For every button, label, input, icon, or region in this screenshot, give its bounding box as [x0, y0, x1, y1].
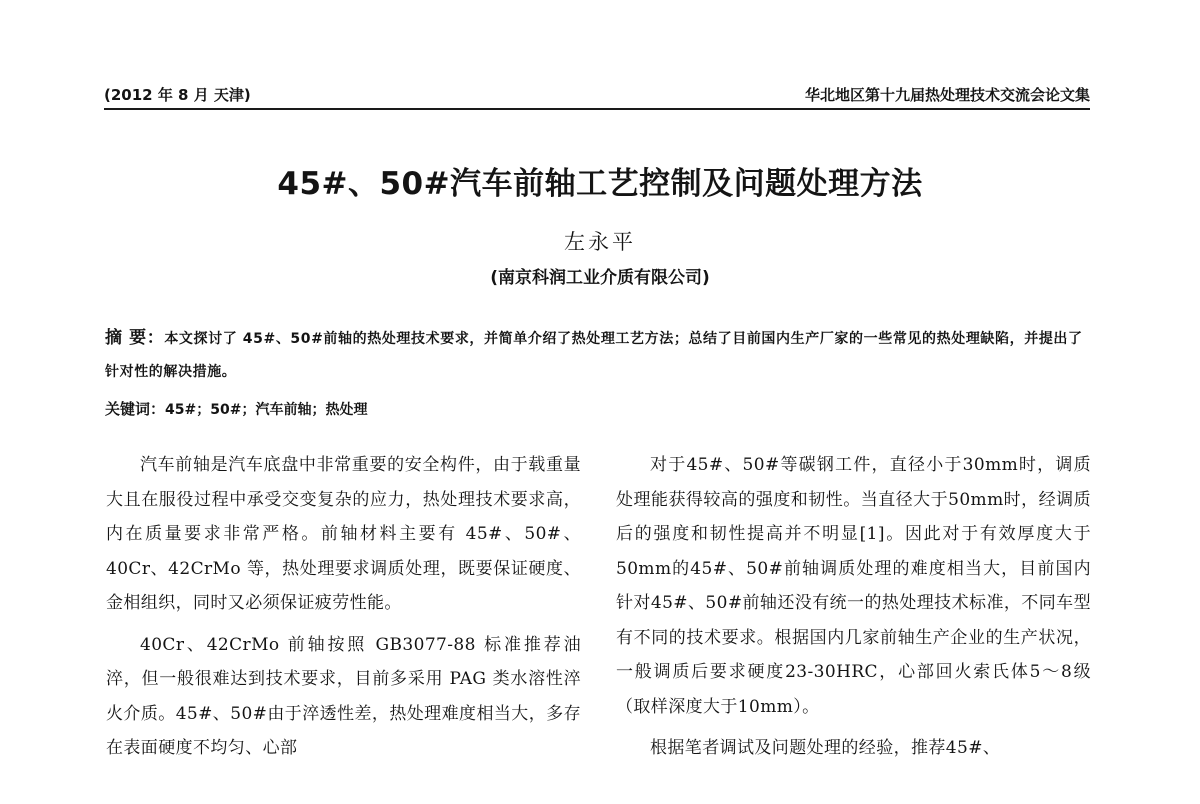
paper-title: 45#、50#汽车前轴工艺控制及问题处理方法 — [277, 166, 923, 202]
body-paragraph: 根据笔者调试及问题处理的经验，推荐45#、 — [650, 738, 1001, 758]
header-conference-date: (2012 年 8 月 天津) — [104, 86, 251, 104]
body-paragraph: 汽车前轴是汽车底盘中非常重要的安全构件，由于载重量大且在服役过程中承受交变复杂的应力，热处理技术要求高，内在质量要求非常严格。前轴材料主要有 45#、50#、40Cr、42CrMo 等，热处理要求调质处理，既要保证硬度、金相组织，同时又必须保证疲劳性能。 — [106, 455, 581, 613]
abstract-label: 摘 要： — [105, 328, 165, 348]
running-header — [104, 82, 1090, 110]
keywords — [105, 395, 1090, 424]
body-paragraph: 对于45#、50#等碳钢工件，直径小于30mm时，调质处理能获得较高的强度和韧性。当直径大于50mm时，经调质后的强度和韧性提高并不明显[1]。因此对于有效厚度大于50mm的45#、50#前轴调质处理的难度相当大，目前国内针对45#、50#前轴还没有统一的热处理技术标准，不同车型有不同的技术要求。根据国内几家前轴生产企业的生产状况，一般调质后要求硬度23-30HRC，心部回火索氏体5～8级（取样深度大于10mm）。 — [616, 455, 1091, 717]
keywords-text: 45#；50#；汽车前轴；热处理 — [165, 402, 368, 418]
abstract — [105, 322, 1090, 389]
author-affiliation: (南京科润工业介质有限公司) — [490, 268, 710, 288]
body-column-left — [106, 448, 581, 773]
header-proceedings-title: 华北地区第十九届热处理技术交流会论文集 — [804, 86, 1090, 104]
keywords-label: 关键词： — [105, 400, 166, 418]
paper-author: 左永平 — [564, 230, 636, 254]
body-paragraph: 40Cr、42CrMo 前轴按照 GB3077-88 标准推荐油淬，但一般很难达到技术要求，目前多采用 PAG 类水溶性淬火介质。45#、50#由于淬透性差，热处理难度相当大，多存在表面硬度不均匀、心部 — [106, 634, 581, 758]
body-column-right — [616, 448, 1091, 773]
abstract-text: 本文探讨了 45#、50#前轴的热处理技术要求，并简单介绍了热处理工艺方法；总结了目前国内生产厂家的一些常见的热处理缺陷，并提出了针对性的解决措施。 — [105, 331, 1083, 380]
